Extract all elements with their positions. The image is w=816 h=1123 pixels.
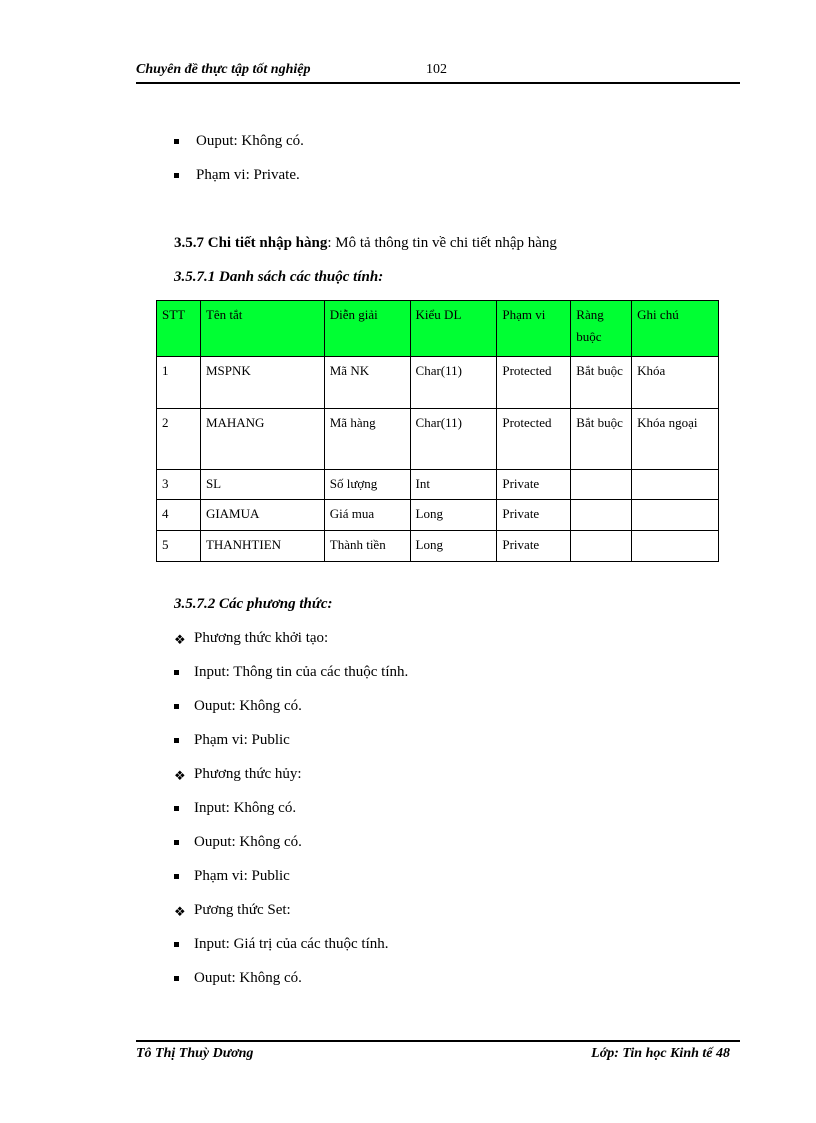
square-bullet-icon bbox=[174, 874, 179, 879]
method-line-text: Phạm vi: Public bbox=[194, 868, 290, 884]
square-bullet-icon bbox=[174, 139, 179, 144]
table-cell: Private bbox=[497, 531, 571, 562]
square-bullet-icon bbox=[174, 704, 179, 709]
bullet-text: Ouput: Không có. bbox=[196, 133, 304, 149]
diamond-bullet-icon: ❖ bbox=[174, 904, 186, 919]
table-row bbox=[157, 470, 719, 500]
table-cell bbox=[632, 470, 719, 500]
table-cell: Char(11) bbox=[410, 409, 497, 470]
table-cell: Int bbox=[410, 470, 497, 500]
table-cell: Bắt buộc bbox=[571, 357, 632, 409]
diamond-bullet-icon: ❖ bbox=[174, 632, 186, 647]
header-title: Chuyên đề thực tập tốt nghiệp bbox=[136, 62, 311, 77]
column-header: Phạm vi bbox=[497, 301, 571, 357]
table-cell: Protected bbox=[497, 409, 571, 470]
table-cell: Protected bbox=[497, 357, 571, 409]
table-cell: Long bbox=[410, 531, 497, 562]
table-cell: 4 bbox=[157, 500, 201, 531]
diamond-bullet-icon: ❖ bbox=[174, 768, 186, 783]
table-cell: Thành tiền bbox=[324, 531, 410, 562]
table-row bbox=[157, 531, 719, 562]
table-cell: 2 bbox=[157, 409, 201, 470]
table-cell bbox=[571, 470, 632, 500]
table-cell: 5 bbox=[157, 531, 201, 562]
section-heading bbox=[174, 235, 557, 252]
table-cell: Bắt buộc bbox=[571, 409, 632, 470]
table-cell: Khóa bbox=[632, 357, 719, 409]
page-number: 102 bbox=[426, 62, 447, 77]
table-row bbox=[157, 357, 719, 409]
methods-heading: 3.5.7.2 Các phương thức: bbox=[174, 596, 333, 612]
table-header-row bbox=[157, 301, 719, 357]
square-bullet-icon bbox=[174, 840, 179, 845]
square-bullet-icon bbox=[174, 173, 179, 178]
square-bullet-icon bbox=[174, 738, 179, 743]
table-cell: THANHTIEN bbox=[200, 531, 324, 562]
table-cell: MSPNK bbox=[200, 357, 324, 409]
table-cell bbox=[571, 531, 632, 562]
attributes-table bbox=[156, 300, 719, 562]
footer-class: Lớp: Tin học Kinh tế 48 bbox=[591, 1046, 730, 1061]
section-description: : Mô tả thông tin về chi tiết nhập hàng bbox=[327, 235, 557, 251]
table-cell: SL bbox=[200, 470, 324, 500]
method-line-text: Phương thức khởi tạo: bbox=[194, 630, 329, 646]
method-line-text: Input: Giá trị của các thuộc tính. bbox=[194, 936, 389, 952]
column-header: Ghi chú bbox=[632, 301, 719, 357]
footer-author: Tô Thị Thuỳ Dương bbox=[136, 1046, 254, 1061]
square-bullet-icon bbox=[174, 942, 179, 947]
table-cell bbox=[632, 500, 719, 531]
method-line-text: Phạm vi: Public bbox=[194, 732, 290, 748]
table-cell bbox=[571, 500, 632, 531]
table-row bbox=[157, 500, 719, 531]
method-line-text: Input: Không có. bbox=[194, 800, 297, 816]
table-cell: 1 bbox=[157, 357, 201, 409]
method-line-text: Input: Thông tin của các thuộc tính. bbox=[194, 664, 409, 680]
section-number-title: 3.5.7 Chi tiết nhập hàng bbox=[174, 235, 328, 251]
column-header: Kiểu DL bbox=[410, 301, 497, 357]
attributes-heading: 3.5.7.1 Danh sách các thuộc tính: bbox=[174, 269, 384, 285]
method-line-text: Ouput: Không có. bbox=[194, 834, 302, 850]
method-line-text: Ouput: Không có. bbox=[194, 698, 302, 714]
square-bullet-icon bbox=[174, 806, 179, 811]
table-row bbox=[157, 409, 719, 470]
method-line-text: Ouput: Không có. bbox=[194, 970, 302, 986]
table-cell: Khóa ngoại bbox=[632, 409, 719, 470]
column-header: Ràng buộc bbox=[571, 301, 632, 357]
method-line-text: Phương thức hủy: bbox=[194, 766, 302, 782]
table-cell: Mã hàng bbox=[324, 409, 410, 470]
table-cell bbox=[632, 531, 719, 562]
column-header: Diễn giải bbox=[324, 301, 410, 357]
square-bullet-icon bbox=[174, 976, 179, 981]
table-cell: Số lượng bbox=[324, 470, 410, 500]
page-header bbox=[136, 62, 740, 84]
table-cell: MAHANG bbox=[200, 409, 324, 470]
table-cell: Giá mua bbox=[324, 500, 410, 531]
column-header: Tên tắt bbox=[200, 301, 324, 357]
table-cell: 3 bbox=[157, 470, 201, 500]
column-header: STT bbox=[157, 301, 201, 357]
bullet-text: Phạm vi: Private. bbox=[196, 167, 300, 183]
page-footer bbox=[136, 1040, 740, 1061]
table-cell: Char(11) bbox=[410, 357, 497, 409]
table-cell: Long bbox=[410, 500, 497, 531]
table-cell: Private bbox=[497, 500, 571, 531]
table-cell: Private bbox=[497, 470, 571, 500]
square-bullet-icon bbox=[174, 670, 179, 675]
table-cell: GIAMUA bbox=[200, 500, 324, 531]
table-cell: Mã NK bbox=[324, 357, 410, 409]
method-line-text: Pương thức Set: bbox=[194, 902, 291, 918]
